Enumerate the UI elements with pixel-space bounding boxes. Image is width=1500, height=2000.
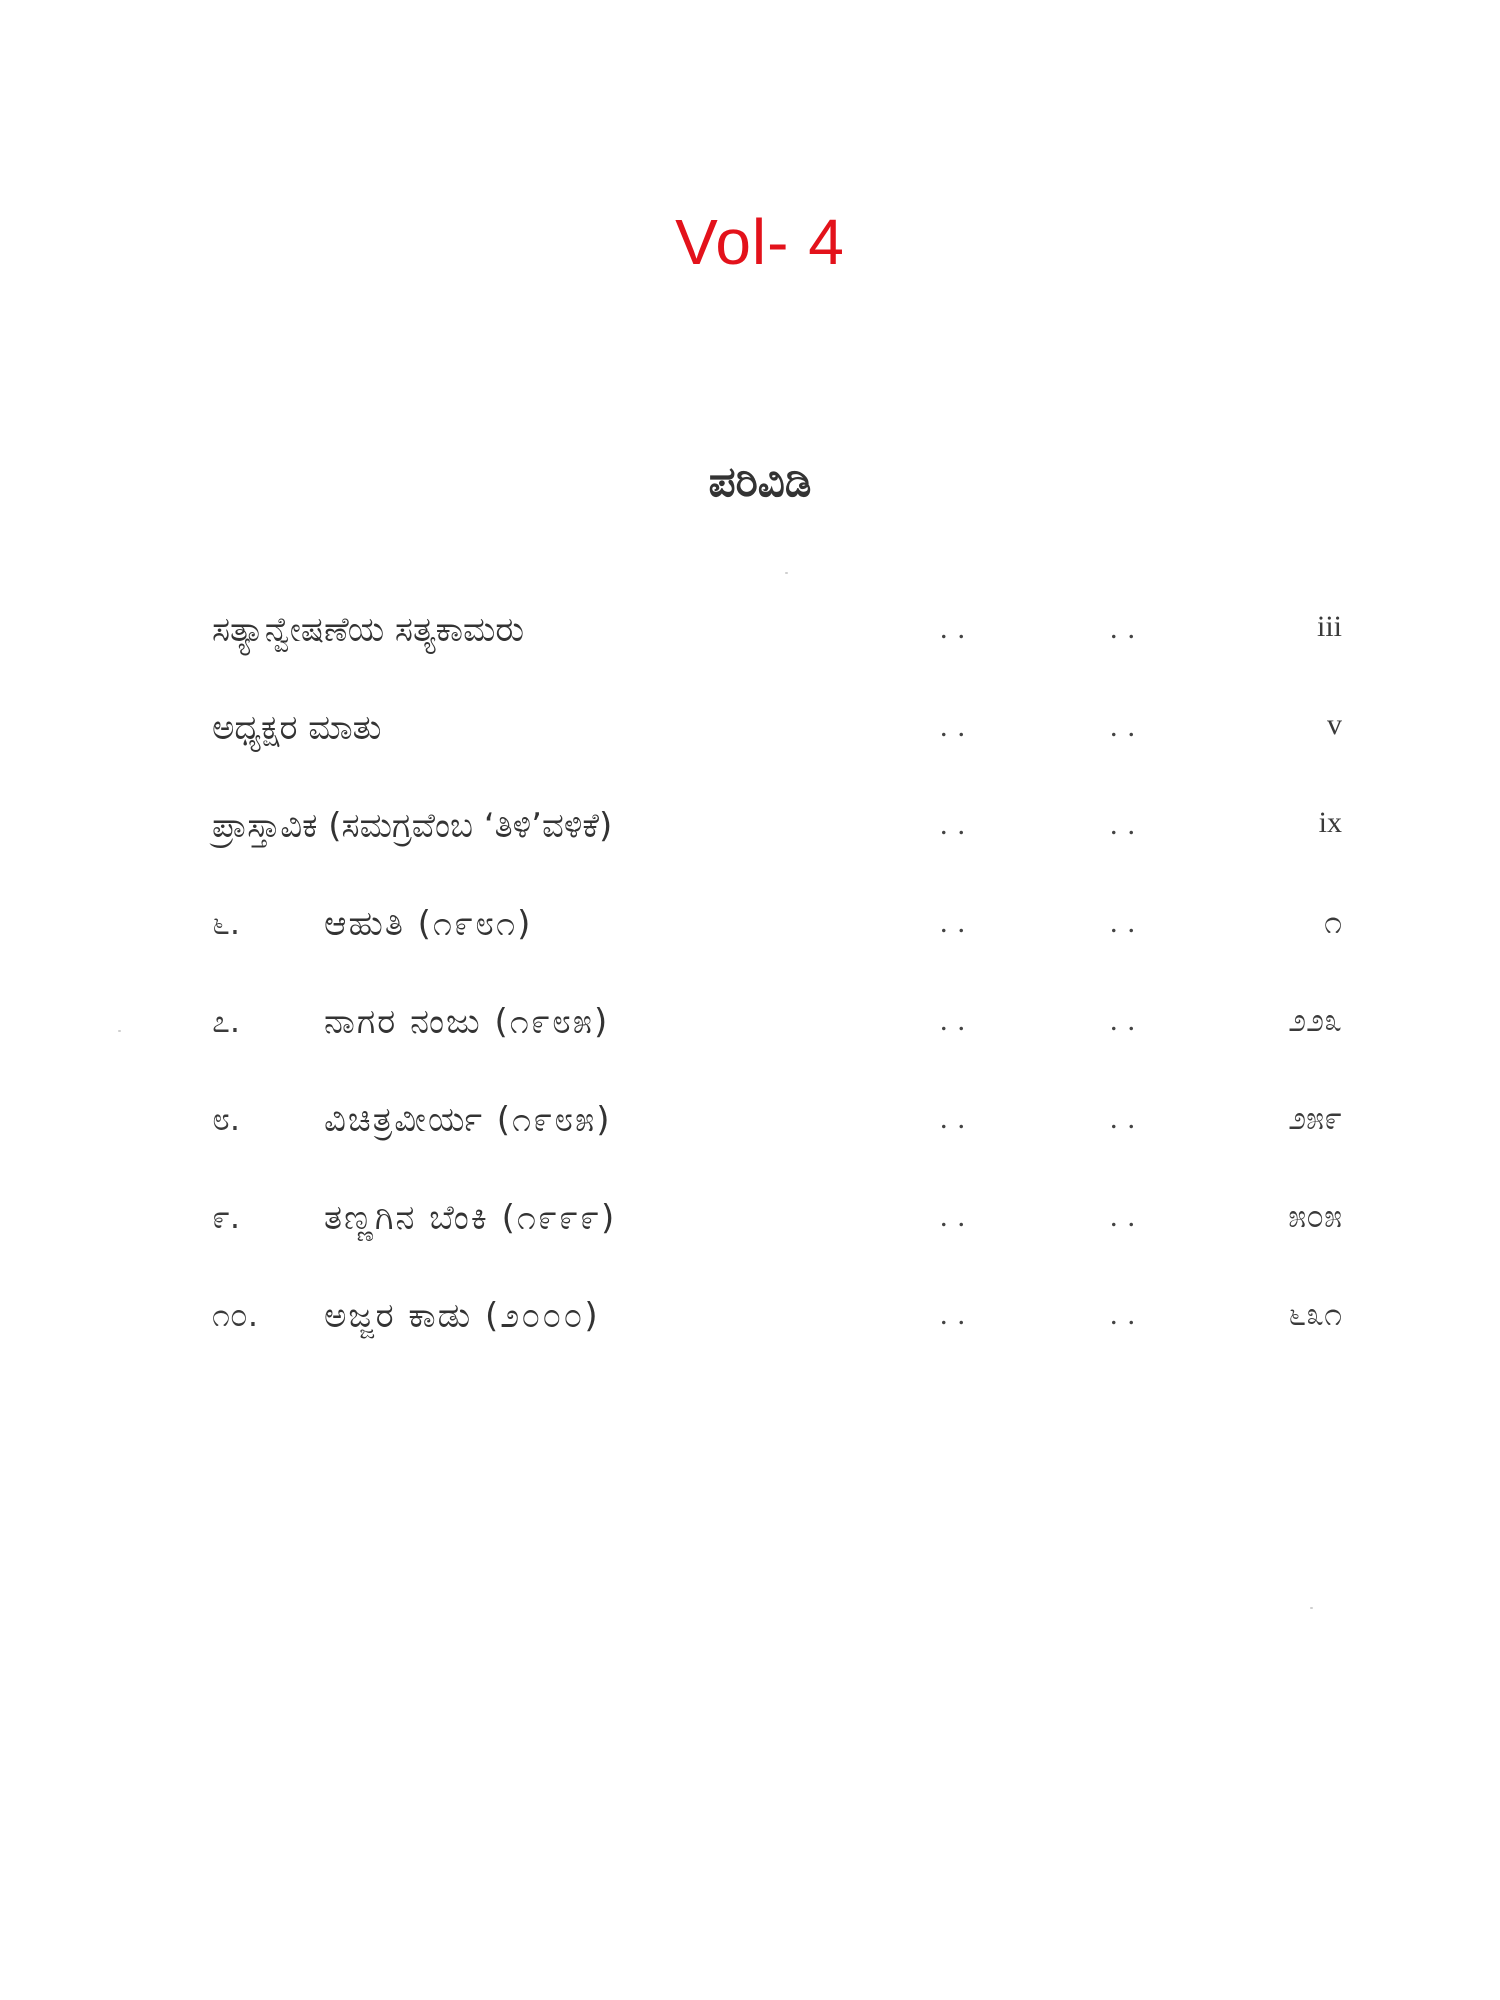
toc-entry <box>212 1296 1342 1394</box>
toc-entry-page: ೬೩೧ <box>1288 1296 1342 1332</box>
dot-leader: .. <box>1110 906 1145 939</box>
volume-label: Vol- 4 <box>675 206 845 278</box>
dot-leader: .. <box>940 710 975 743</box>
toc-entry-number: ೯. <box>212 1198 241 1236</box>
toc-entry <box>212 1002 1342 1100</box>
dot-leader: .. <box>1110 710 1145 743</box>
contents-title: ಪರಿವಿಡಿ <box>708 457 812 506</box>
toc-entry-title: ಅಧ್ಯಕ್ಷರ ಮಾತು <box>212 708 382 748</box>
paper-speck <box>785 572 788 574</box>
toc-entry-number: ೭. <box>212 1002 241 1040</box>
dot-leader: .. <box>940 1004 975 1037</box>
dot-leader: .. <box>940 906 975 939</box>
toc-entry <box>212 708 1342 806</box>
toc-entry-page: ೨೨೩ <box>1288 1002 1342 1038</box>
dot-leader: .. <box>1110 1200 1145 1233</box>
dot-leader: .. <box>1110 1298 1145 1331</box>
dot-leader: .. <box>940 1102 975 1135</box>
paper-speck <box>1310 1607 1313 1609</box>
toc-entry-title: ವಿಚಿತ್ರವೀರ್ಯ (೧೯೮೫) <box>324 1100 612 1140</box>
toc-entry <box>212 1100 1342 1198</box>
toc-entry-page: iii <box>1316 610 1342 643</box>
toc-entry-title: ನಾಗರ ನಂಜು (೧೯೮೫) <box>324 1002 610 1042</box>
dot-leader: .. <box>1110 808 1145 841</box>
toc-entry-title: ಆಹುತಿ (೧೯೮೧) <box>324 904 533 944</box>
dot-leader: .. <box>1110 1102 1145 1135</box>
toc-entry-title: ಅಜ್ಜರ ಕಾಡು (೨೦೦೦) <box>324 1296 600 1336</box>
toc-entry-page: v <box>1327 708 1342 741</box>
toc-entry-page: ೫೦೫ <box>1288 1198 1342 1234</box>
toc-entry-number: ೬. <box>212 904 241 942</box>
toc-entry-page: ೨೫೯ <box>1288 1100 1342 1136</box>
dot-leader: .. <box>940 1200 975 1233</box>
toc-entry <box>212 806 1342 904</box>
toc-entry-page: ix <box>1318 806 1342 839</box>
toc-entry-number: ೮. <box>212 1100 241 1138</box>
dot-leader: .. <box>940 612 975 645</box>
dot-leader: .. <box>1110 612 1145 645</box>
toc-entry <box>212 904 1342 1002</box>
toc-entry-title: ಪ್ರಾಸ್ತಾವಿಕ (ಸಮಗ್ರವೆಂಬ ‘ತಿಳಿ’ವಳಿಕೆ) <box>212 806 613 846</box>
dot-leader: .. <box>940 1298 975 1331</box>
toc-entry <box>212 1198 1342 1296</box>
table-of-contents <box>212 610 1342 1394</box>
toc-entry-page: ೧ <box>1324 904 1342 940</box>
dot-leader: .. <box>1110 1004 1145 1037</box>
dot-leader: .. <box>940 808 975 841</box>
toc-entry-title: ಸತ್ಯಾನ್ವೇಷಣೆಯ ಸತ್ಯಕಾಮರು <box>212 610 525 650</box>
toc-entry <box>212 610 1342 708</box>
toc-entry-number: ೧೦. <box>212 1296 259 1334</box>
toc-entry-title: ತಣ್ಣಗಿನ ಬೆಂಕಿ (೧೯೯೯) <box>324 1198 617 1238</box>
paper-speck <box>118 1030 121 1032</box>
